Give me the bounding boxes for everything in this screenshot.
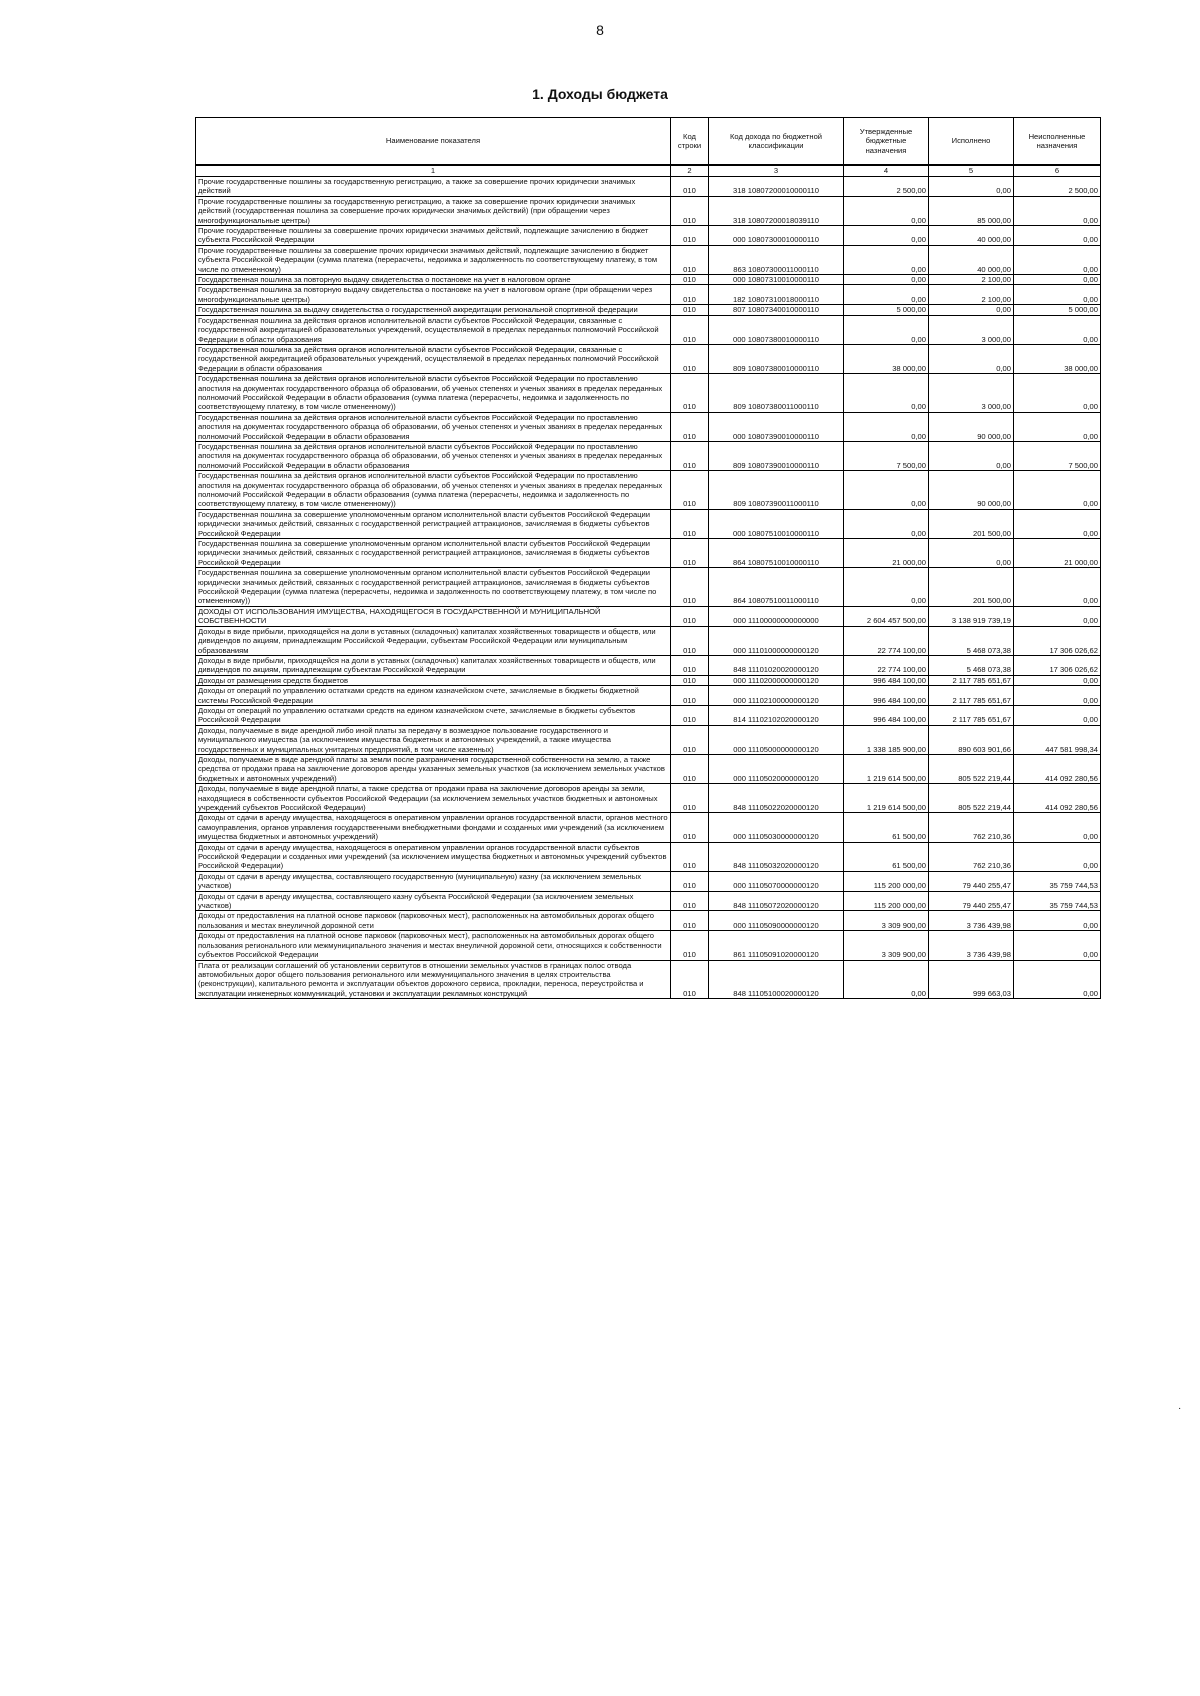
row-kbk: 000 10807390010000110 — [709, 412, 844, 441]
table-row — [196, 315, 1101, 344]
row-executed: 0,00 — [929, 177, 1014, 197]
table-row — [196, 891, 1101, 911]
row-name: Государственная пошлина за совершение уполномоченным органом исполнительной власти субъектов Российской Федерации юридически значимых действий, связанных с государственной регистрацией аттракционов, зачисляемая в бюджеты субъектов Российской Федерации — [196, 509, 671, 538]
row-kbk: 848 11105100020000120 — [709, 960, 844, 999]
table-row — [196, 675, 1101, 685]
row-executed: 3 138 919 739,19 — [929, 606, 1014, 626]
row-kbk: 000 11105000000000120 — [709, 725, 844, 754]
row-unexecuted: 0,00 — [1014, 568, 1101, 607]
row-executed: 2 100,00 — [929, 275, 1014, 285]
row-unexecuted: 38 000,00 — [1014, 344, 1101, 373]
row-executed: 90 000,00 — [929, 471, 1014, 510]
row-code: 010 — [671, 305, 709, 315]
row-code: 010 — [671, 285, 709, 305]
row-unexecuted: 0,00 — [1014, 813, 1101, 842]
table-row — [196, 539, 1101, 568]
row-kbk: 809 10807390011000110 — [709, 471, 844, 510]
row-kbk: 000 11105070000000120 — [709, 871, 844, 891]
col-number: 1 — [196, 165, 671, 177]
row-unexecuted: 0,00 — [1014, 705, 1101, 725]
row-code: 010 — [671, 196, 709, 225]
row-unexecuted: 414 092 280,56 — [1014, 754, 1101, 783]
table-row — [196, 245, 1101, 274]
col-header-approved: Утвержденные бюджетные назначения — [844, 118, 929, 166]
row-kbk: 848 11105072020000120 — [709, 891, 844, 911]
col-header-executed: Исполнено — [929, 118, 1014, 166]
row-approved: 0,00 — [844, 285, 929, 305]
col-header-kbk: Код дохода по бюджетной классификации — [709, 118, 844, 166]
row-kbk: 864 10807510010000110 — [709, 539, 844, 568]
row-name: Государственная пошлина за действия органов исполнительной власти субъектов Российской Федерации по проставлению апостиля на документах государственного образца об образовании, об ученых степенях и ученых званиях в пределах переданных полномочий Российской Федерации в области образования — [196, 412, 671, 441]
row-approved: 1 219 614 500,00 — [844, 784, 929, 813]
row-approved: 0,00 — [844, 226, 929, 246]
row-kbk: 807 10807340010000110 — [709, 305, 844, 315]
row-executed: 3 000,00 — [929, 374, 1014, 413]
row-executed: 0,00 — [929, 441, 1014, 470]
row-approved: 21 000,00 — [844, 539, 929, 568]
row-approved: 2 500,00 — [844, 177, 929, 197]
table-row — [196, 813, 1101, 842]
row-executed: 762 210,36 — [929, 813, 1014, 842]
row-unexecuted: 17 306 026,62 — [1014, 655, 1101, 675]
row-name: Государственная пошлина за действия органов исполнительной власти субъектов Российской Федерации, связанные с государственной аккредитацией образовательных учреждений, осуществляемой в пределах переданных полномочий Российской Федерации в области образования — [196, 344, 671, 373]
row-approved: 996 484 100,00 — [844, 675, 929, 685]
row-unexecuted: 447 581 998,34 — [1014, 725, 1101, 754]
table-row — [196, 754, 1101, 783]
row-executed: 90 000,00 — [929, 412, 1014, 441]
col-header-code: Код строки — [671, 118, 709, 166]
row-kbk: 863 10807300011000110 — [709, 245, 844, 274]
table-row — [196, 686, 1101, 706]
row-kbk: 848 11101020020000120 — [709, 655, 844, 675]
row-code: 010 — [671, 315, 709, 344]
row-name: Государственная пошлина за действия органов исполнительной власти субъектов Российской Федерации по проставлению апостиля на документах государственного образца об образовании, об ученых степенях и ученых званиях в пределах переданных полномочий Российской Федерации в области образования (сумма платежа (перерасчеты, недоимка и задолженность по соответствующему платежу, в том числе отмененному)) — [196, 374, 671, 413]
row-unexecuted: 17 306 026,62 — [1014, 626, 1101, 655]
row-code: 010 — [671, 675, 709, 685]
row-name: Доходы от операций по управлению остатками средств на едином казначейском счете, зачисляемые в бюджеты бюджетной системы Российской Федерации — [196, 686, 671, 706]
row-approved: 38 000,00 — [844, 344, 929, 373]
row-name: Доходы от размещения средств бюджетов — [196, 675, 671, 685]
row-unexecuted: 0,00 — [1014, 285, 1101, 305]
row-code: 010 — [671, 686, 709, 706]
row-approved: 1 219 614 500,00 — [844, 754, 929, 783]
row-unexecuted: 0,00 — [1014, 226, 1101, 246]
row-approved: 61 500,00 — [844, 842, 929, 871]
row-unexecuted: 7 500,00 — [1014, 441, 1101, 470]
row-name: Государственная пошлина за действия органов исполнительной власти субъектов Российской Федерации по проставлению апостиля на документах государственного образца об образовании, об ученых степенях и ученых званиях в пределах переданных полномочий Российской Федерации в области образования — [196, 441, 671, 470]
row-approved: 0,00 — [844, 412, 929, 441]
table-row — [196, 441, 1101, 470]
row-unexecuted: 0,00 — [1014, 911, 1101, 931]
row-name: Государственная пошлина за действия органов исполнительной власти субъектов Российской Федерации по проставлению апостиля на документах государственного образца об образовании, об ученых степенях и ученых званиях в пределах переданных полномочий Российской Федерации в области образования (сумма платежа (перерасчеты, недоимка и задолженность по соответствующему платежу, в том числе отмененному)) — [196, 471, 671, 510]
row-approved: 115 200 000,00 — [844, 871, 929, 891]
scan-dot: · — [1178, 1403, 1182, 1414]
row-approved: 2 604 457 500,00 — [844, 606, 929, 626]
col-number: 6 — [1014, 165, 1101, 177]
row-code: 010 — [671, 539, 709, 568]
table-row — [196, 931, 1101, 960]
row-kbk: 848 11105022020000120 — [709, 784, 844, 813]
row-unexecuted: 35 759 744,53 — [1014, 871, 1101, 891]
table-row — [196, 412, 1101, 441]
row-kbk: 000 11101000000000120 — [709, 626, 844, 655]
row-name: Доходы от сдачи в аренду имущества, составляющего государственную (муниципальную) казну (за исключением земельных участков) — [196, 871, 671, 891]
row-kbk: 809 10807380010000110 — [709, 344, 844, 373]
row-executed: 5 468 073,38 — [929, 626, 1014, 655]
row-unexecuted: 0,00 — [1014, 509, 1101, 538]
row-kbk: 000 11105090000000120 — [709, 911, 844, 931]
row-kbk: 000 10807510010000110 — [709, 509, 844, 538]
row-approved: 0,00 — [844, 509, 929, 538]
row-executed: 40 000,00 — [929, 245, 1014, 274]
table-row — [196, 177, 1101, 197]
row-kbk: 000 11102100000000120 — [709, 686, 844, 706]
row-approved: 115 200 000,00 — [844, 891, 929, 911]
row-executed: 0,00 — [929, 305, 1014, 315]
col-header-unexecuted: Неисполненные назначения — [1014, 118, 1101, 166]
row-unexecuted: 0,00 — [1014, 315, 1101, 344]
row-name: Доходы, получаемые в виде арендной платы, а также средства от продажи права на заключение договоров аренды за земли, находящиеся в собственности субъектов Российской Федерации (за исключением земельных участков бюджетных и автономных учреждений субъектов Российской Федерации) — [196, 784, 671, 813]
row-unexecuted: 0,00 — [1014, 374, 1101, 413]
row-unexecuted: 35 759 744,53 — [1014, 891, 1101, 911]
row-kbk: 861 11105091020000120 — [709, 931, 844, 960]
table-body — [196, 177, 1101, 999]
row-code: 010 — [671, 725, 709, 754]
row-kbk: 809 10807380011000110 — [709, 374, 844, 413]
row-approved: 0,00 — [844, 315, 929, 344]
col-number: 5 — [929, 165, 1014, 177]
row-approved: 0,00 — [844, 471, 929, 510]
row-approved: 61 500,00 — [844, 813, 929, 842]
table-row — [196, 509, 1101, 538]
section-title: 1. Доходы бюджета — [532, 86, 668, 102]
table-row — [196, 911, 1101, 931]
row-unexecuted: 0,00 — [1014, 931, 1101, 960]
table-row — [196, 705, 1101, 725]
col-number: 3 — [709, 165, 844, 177]
row-approved: 0,00 — [844, 196, 929, 225]
row-unexecuted: 0,00 — [1014, 412, 1101, 441]
row-code: 010 — [671, 412, 709, 441]
row-name: Доходы от сдачи в аренду имущества, составляющего казну субъекта Российской Федерации (за исключением земельных участков) — [196, 891, 671, 911]
row-code: 010 — [671, 911, 709, 931]
col-number: 4 — [844, 165, 929, 177]
row-unexecuted: 0,00 — [1014, 275, 1101, 285]
row-kbk: 318 10807200010000110 — [709, 177, 844, 197]
row-name: Прочие государственные пошлины за совершение прочих юридически значимых действий, подлежащие зачислению в бюджет субъекта Российской Федерации — [196, 226, 671, 246]
row-executed: 2 117 785 651,67 — [929, 686, 1014, 706]
row-kbk: 000 11100000000000000 — [709, 606, 844, 626]
row-name: Государственная пошлина за совершение уполномоченным органом исполнительной власти субъектов Российской Федерации юридически значимых действий, связанных с государственной регистрацией аттракционов, зачисляемая в бюджеты субъектов Российской Федерации (сумма платежа (перерасчеты, недоимка и задолженность по соответствующему платежу, в том числе по отмененному)) — [196, 568, 671, 607]
row-unexecuted: 0,00 — [1014, 245, 1101, 274]
table-row — [196, 275, 1101, 285]
row-name: Прочие государственные пошлины за государственную регистрацию, а также за совершение прочих юридически значимых действий (государственная пошлина за совершение прочих юридически значимых действий) (при обращении через многофункциональные центры) — [196, 196, 671, 225]
row-executed: 2 117 785 651,67 — [929, 675, 1014, 685]
table-row — [196, 655, 1101, 675]
table-row — [196, 871, 1101, 891]
row-approved: 5 000,00 — [844, 305, 929, 315]
row-code: 010 — [671, 705, 709, 725]
row-approved: 1 338 185 900,00 — [844, 725, 929, 754]
row-name: Государственная пошлина за действия органов исполнительной власти субъектов Российской Федерации, связанные с государственной аккредитацией образовательных учреждений, осуществляемой в пределах переданных полномочий Российской Федерации в области образования — [196, 315, 671, 344]
row-name: Доходы от предоставления на платной основе парковок (парковочных мест), расположенных на автомобильных дорогах общего пользования и местах внеуличной дорожной сети — [196, 911, 671, 931]
row-name: Доходы от предоставления на платной основе парковок (парковочных мест), расположенных на автомобильных дорогах общего пользования регионального или межмуниципального значения и местах внеуличной дорожной сети, относящихся к собственности субъектов Российской Федерации — [196, 931, 671, 960]
row-unexecuted: 0,00 — [1014, 842, 1101, 871]
row-executed: 2 100,00 — [929, 285, 1014, 305]
table-row — [196, 344, 1101, 373]
row-code: 010 — [671, 177, 709, 197]
row-unexecuted: 5 000,00 — [1014, 305, 1101, 315]
row-unexecuted: 0,00 — [1014, 606, 1101, 626]
table-row — [196, 226, 1101, 246]
row-code: 010 — [671, 509, 709, 538]
row-approved: 7 500,00 — [844, 441, 929, 470]
row-kbk: 000 11102000000000120 — [709, 675, 844, 685]
row-code: 010 — [671, 754, 709, 783]
row-kbk: 814 11102102020000120 — [709, 705, 844, 725]
row-code: 010 — [671, 606, 709, 626]
table-row — [196, 568, 1101, 607]
row-unexecuted: 0,00 — [1014, 196, 1101, 225]
row-code: 010 — [671, 960, 709, 999]
row-name: Прочие государственные пошлины за совершение прочих юридически значимых действий, подлежащие зачислению в бюджет субъекта Российской Федерации (сумма платежа (перерасчеты, недоимка и задолженность по соответствующему платежу, в том числе по отмененному) — [196, 245, 671, 274]
table-row — [196, 960, 1101, 999]
row-executed: 999 663,03 — [929, 960, 1014, 999]
row-code: 010 — [671, 871, 709, 891]
row-unexecuted: 0,00 — [1014, 471, 1101, 510]
row-kbk: 318 10807200018039110 — [709, 196, 844, 225]
row-executed: 3 736 439,98 — [929, 931, 1014, 960]
row-code: 010 — [671, 245, 709, 274]
row-name: Доходы в виде прибыли, приходящейся на доли в уставных (складочных) капиталах хозяйственных товариществ и обществ, или дивидендов по акциям, принадлежащим Российской Федерации, субъектам Российской Федерации или муниципальным образованиям — [196, 626, 671, 655]
row-approved: 3 309 900,00 — [844, 911, 929, 931]
row-executed: 79 440 255,47 — [929, 871, 1014, 891]
row-name: Государственная пошлина за совершение уполномоченным органом исполнительной власти субъектов Российской Федерации юридически значимых действий, связанных с государственной регистрацией аттракционов, зачисляемая в бюджеты субъектов Российской Федерации — [196, 539, 671, 568]
row-executed: 79 440 255,47 — [929, 891, 1014, 911]
row-name: Доходы от сдачи в аренду имущества, находящегося в оперативном управлении органов государственной власти субъектов Российской Федерации и созданных ими учреждений (за исключением имущества бюджетных и автономных учреждений субъектов Российской Федерации) — [196, 842, 671, 871]
row-name: Доходы, получаемые в виде арендной платы за земли после разграничения государственной собственности на землю, а также средства от продажи права на заключение договоров аренды указанных земельных участков (за исключением земельных участков бюджетных и автономных учреждений) — [196, 754, 671, 783]
row-executed: 890 603 901,66 — [929, 725, 1014, 754]
row-name: Доходы в виде прибыли, приходящейся на доли в уставных (складочных) капиталах хозяйственных товариществ и обществ, или дивидендов по акциям, принадлежащим субъектам Российской Федерации — [196, 655, 671, 675]
row-executed: 2 117 785 651,67 — [929, 705, 1014, 725]
row-unexecuted: 414 092 280,56 — [1014, 784, 1101, 813]
row-unexecuted: 0,00 — [1014, 686, 1101, 706]
row-approved: 0,00 — [844, 245, 929, 274]
row-code: 010 — [671, 344, 709, 373]
row-kbk: 000 11105020000000120 — [709, 754, 844, 783]
col-number: 2 — [671, 165, 709, 177]
row-code: 010 — [671, 441, 709, 470]
row-unexecuted: 21 000,00 — [1014, 539, 1101, 568]
row-executed: 40 000,00 — [929, 226, 1014, 246]
income-table — [195, 117, 1101, 999]
row-executed: 805 522 219,44 — [929, 754, 1014, 783]
row-executed: 201 500,00 — [929, 568, 1014, 607]
row-executed: 3 736 439,98 — [929, 911, 1014, 931]
table-row — [196, 305, 1101, 315]
row-kbk: 848 11105032020000120 — [709, 842, 844, 871]
row-name: Государственная пошлина за выдачу свидетельства о государственной аккредитации региональной спортивной федерации — [196, 305, 671, 315]
header-row — [196, 118, 1101, 166]
row-approved: 996 484 100,00 — [844, 705, 929, 725]
row-approved: 0,00 — [844, 960, 929, 999]
row-kbk: 864 10807510011000110 — [709, 568, 844, 607]
row-name: Государственная пошлина за повторную выдачу свидетельства о постановке на учет в налоговом органе — [196, 275, 671, 285]
row-code: 010 — [671, 891, 709, 911]
row-unexecuted: 0,00 — [1014, 960, 1101, 999]
row-name: Плата от реализации соглашений об установлении сервитутов в отношении земельных участков в границах полос отвода автомобильных дорог общего пользования регионального или межмуниципального значения в целях строительства (реконструкции), капитального ремонта и эксплуатации объектов дорожного сервиса, прокладки, переноса, переустройства и эксплуатации инженерных коммуникаций, установки и эксплуатации рекламных конструкций — [196, 960, 671, 999]
table-row — [196, 285, 1101, 305]
row-executed: 5 468 073,38 — [929, 655, 1014, 675]
table-row — [196, 374, 1101, 413]
row-executed: 85 000,00 — [929, 196, 1014, 225]
row-code: 010 — [671, 655, 709, 675]
row-kbk: 000 10807380010000110 — [709, 315, 844, 344]
row-code: 010 — [671, 568, 709, 607]
row-code: 010 — [671, 813, 709, 842]
row-approved: 3 309 900,00 — [844, 931, 929, 960]
row-executed: 3 000,00 — [929, 315, 1014, 344]
row-kbk: 000 10807310010000110 — [709, 275, 844, 285]
row-kbk: 182 10807310018000110 — [709, 285, 844, 305]
table-row — [196, 725, 1101, 754]
row-kbk: 000 11105030000000120 — [709, 813, 844, 842]
row-approved: 0,00 — [844, 275, 929, 285]
row-executed: 0,00 — [929, 344, 1014, 373]
column-number-row — [196, 165, 1101, 177]
row-executed: 0,00 — [929, 539, 1014, 568]
page-number: 8 — [596, 22, 604, 38]
row-executed: 805 522 219,44 — [929, 784, 1014, 813]
row-name: Государственная пошлина за повторную выдачу свидетельства о постановке на учет в налоговом органе (при обращении через многофункциональные центры) — [196, 285, 671, 305]
row-code: 010 — [671, 784, 709, 813]
row-code: 010 — [671, 226, 709, 246]
row-code: 010 — [671, 275, 709, 285]
row-approved: 996 484 100,00 — [844, 686, 929, 706]
row-approved: 22 774 100,00 — [844, 655, 929, 675]
row-approved: 22 774 100,00 — [844, 626, 929, 655]
table-row — [196, 471, 1101, 510]
row-name: Доходы от сдачи в аренду имущества, находящегося в оперативном управлении органов государственной власти, органов местного самоуправления, органов управления государственными внебюджетными фондами и созданных ими учреждений (за исключением имущества бюджетных и автономных учреждений) — [196, 813, 671, 842]
row-unexecuted: 0,00 — [1014, 675, 1101, 685]
row-code: 010 — [671, 626, 709, 655]
row-code: 010 — [671, 374, 709, 413]
row-code: 010 — [671, 471, 709, 510]
row-name: Доходы от операций по управлению остатками средств на едином казначейском счете, зачисляемые в бюджеты субъектов Российской Федерации — [196, 705, 671, 725]
row-name: Прочие государственные пошлины за государственную регистрацию, а также за совершение прочих юридически значимых действий — [196, 177, 671, 197]
row-name: ДОХОДЫ ОТ ИСПОЛЬЗОВАНИЯ ИМУЩЕСТВА, НАХОДЯЩЕГОСЯ В ГОСУДАРСТВЕННОЙ И МУНИЦИПАЛЬНОЙ СОБСТВЕННОСТИ — [196, 606, 671, 626]
row-unexecuted: 2 500,00 — [1014, 177, 1101, 197]
row-executed: 201 500,00 — [929, 509, 1014, 538]
table-row — [196, 842, 1101, 871]
row-code: 010 — [671, 842, 709, 871]
table-row — [196, 626, 1101, 655]
row-approved: 0,00 — [844, 568, 929, 607]
row-approved: 0,00 — [844, 374, 929, 413]
row-name: Доходы, получаемые в виде арендной либо иной платы за передачу в возмездное пользование государственного и муниципального имущества (за исключением имущества бюджетных и автономных учреждений, а также имущества государственных и муниципальных унитарных предприятий, в том числе казенных) — [196, 725, 671, 754]
row-code: 010 — [671, 931, 709, 960]
table-row — [196, 196, 1101, 225]
table-row — [196, 606, 1101, 626]
table-row — [196, 784, 1101, 813]
col-header-name: Наименование показателя — [196, 118, 671, 166]
row-kbk: 809 10807390010000110 — [709, 441, 844, 470]
row-kbk: 000 10807300010000110 — [709, 226, 844, 246]
row-executed: 762 210,36 — [929, 842, 1014, 871]
